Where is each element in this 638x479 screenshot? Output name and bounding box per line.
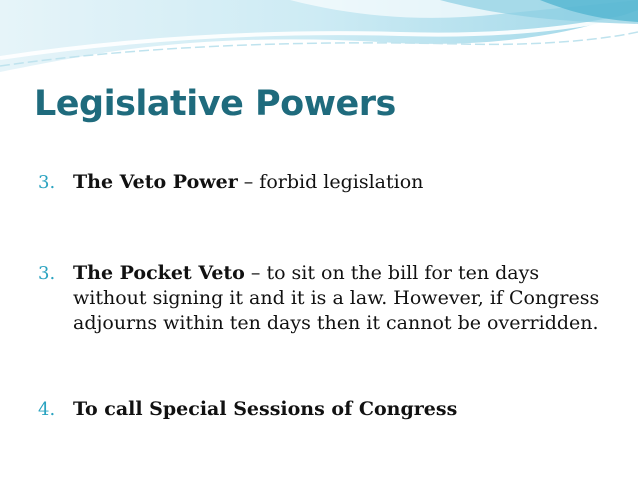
slide-title: Legislative Powers	[34, 84, 396, 124]
header-wave-decoration	[0, 0, 638, 80]
bullet-description: – to sit on the bill for ten days without signing it and it is a law. However, if Congress adjourns within ten days then it cannot be overridden.	[73, 262, 600, 334]
bullet-number: 4.	[38, 399, 56, 420]
bullet-text	[73, 261, 618, 336]
bullet-text	[73, 170, 618, 195]
bullet-number: 3.	[38, 263, 56, 284]
bullet-term: The Veto Power	[73, 171, 238, 193]
bullet-term: To call Special Sessions of Congress	[73, 398, 458, 420]
bullet-number: 3.	[38, 172, 56, 193]
list-item	[38, 170, 618, 195]
list-item	[38, 397, 618, 422]
list-item	[38, 261, 618, 336]
bullet-term: The Pocket Veto	[73, 262, 245, 284]
bullet-description: – forbid legislation	[237, 171, 424, 193]
bullet-text	[73, 397, 618, 422]
